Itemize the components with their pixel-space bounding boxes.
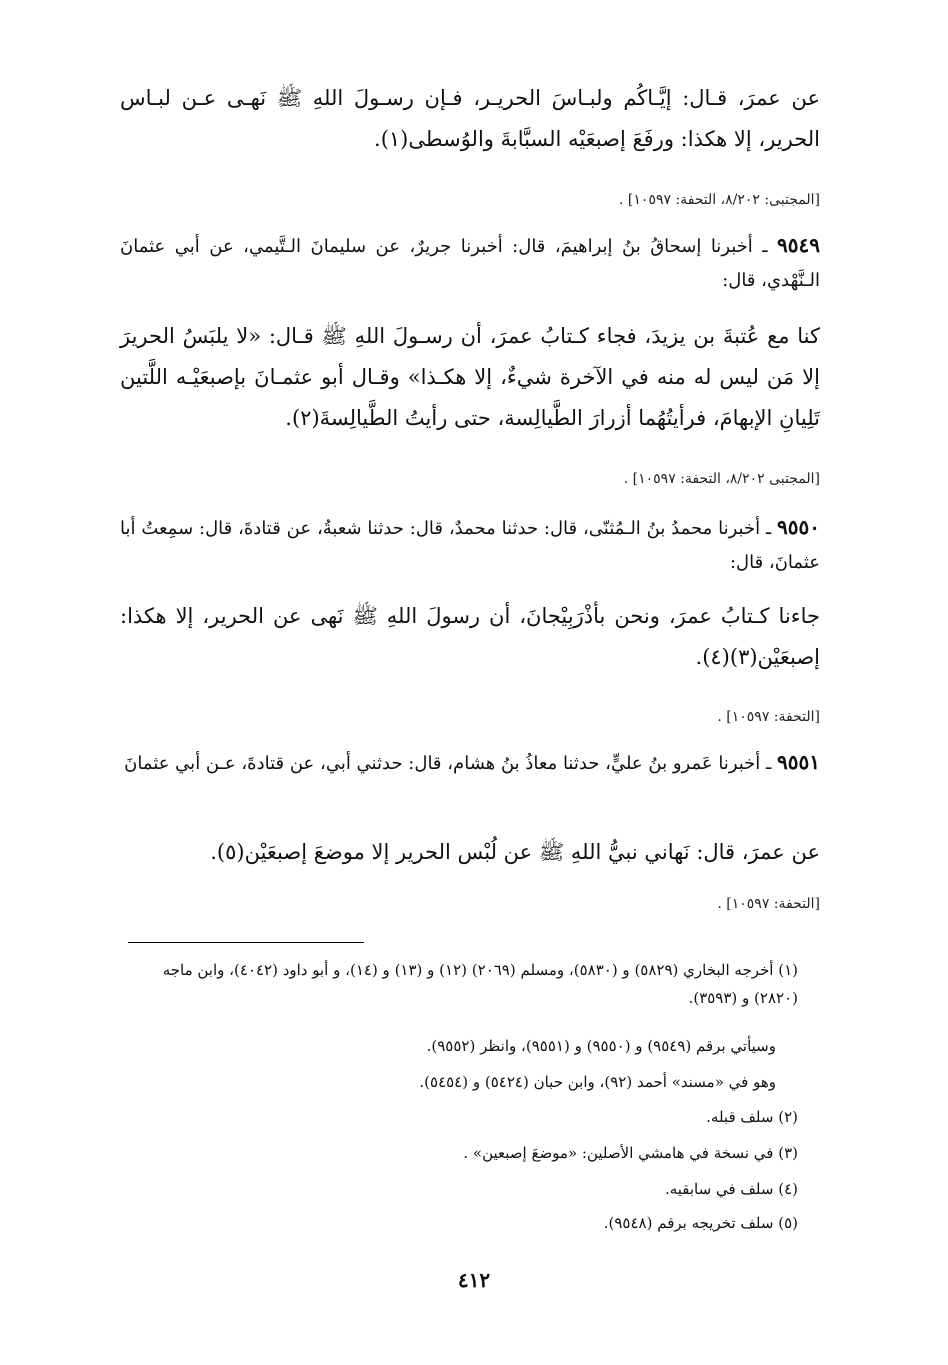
page-number: ٤١٢	[457, 1268, 491, 1292]
top-paragraph: عن عمرَ، قـال: إيَّـاكُم ولبـاسَ الحريـر، فـإن رسـولَ اللهِ ﷺ نَهـى عـن لبـاس الحرير، إلا هكذا: ورفَعَ إصبعَيْه السبَّابةَ والوُسطى(١).	[120, 86, 820, 151]
footnote-1-continued: وسيأتي برقم (٩٥٤٩) و (٩٥٥٠) و (٩٥٥١)، وانظر (٩٥٥٢).	[426, 1037, 776, 1055]
hadith-9550-matn: جاءنا كـتابُ عمرَ، ونحن بأذْرَبِيْجانَ، أن رسولَ اللهِ ﷺ نَهى عن الحرير، إلا هكذا: إصبعَيْن(٣)(٤).	[120, 604, 820, 669]
hadith-number: ٩٥٥٠	[777, 515, 820, 539]
footnote-5: (٥) سلف تخريجه برقم (٩٥٤٨).	[603, 1214, 798, 1232]
footnote-1-continued: وهو في «مسند» أحمد (٩٢)، وابن حبان (٥٤٢٤) و (٥٤٥٤).	[419, 1073, 776, 1091]
reference-line: [التحفة: ١٠٥٩٧] .	[717, 709, 820, 725]
hadith-number: ٩٥٥١	[777, 750, 820, 774]
isnad-text: ـ أخبرنا إسحاقُ بنُ إبراهيمَ، قال: أخبرنا جريرٌ، عن سليمانَ الـتَّيمي، عن أبي عثمانَ الـنَّهْدي، قال:	[120, 236, 820, 291]
hadith-9551-isnad	[120, 745, 820, 781]
reference-line: [المجتبى: ٨/٢٠٢، التحفة: ١٠٥٩٧] .	[619, 192, 820, 208]
hadith-number: ٩٥٤٩	[777, 233, 820, 257]
hadith-9549-isnad	[120, 228, 820, 298]
footnote-divider	[128, 942, 364, 943]
isnad-text: ـ أخبرنا عَمرو بنُ عليٍّ، حدثنا معاذُ بنُ هشام، قال: حدثني أبي، عن قتادةَ، عـن أبي عثمانَ	[124, 753, 778, 774]
hadith-9550-isnad	[120, 510, 820, 580]
footnote-3: (٣) في نسخة في هامشي الأصلين: «موضعَ إصبعين» .	[463, 1144, 798, 1162]
footnote-1: (١) أخرجه البخاري (٥٨٢٩) و (٥٨٣٠)، ومسلم (٢٠٦٩) (١٢) و (١٣) و (١٤)، و أبو داود (٤٠٤٢)، وابن ماجه (٢٨٢٠) و (٣٥٩٣).	[162, 961, 798, 1007]
hadith-9549-matn: كنا مع عُتبةَ بن يزيدَ، فجاء كـتابُ عمرَ، أن رسـولَ اللهِ ﷺ قـال: «لا يلبَسُ الحريرَ إلا مَن ليس له منه في الآخرة شيءٌ، إلا هكـذا» وقـال أبو عثمـانَ بإصبعَيْـه اللَّتين تَلِيانِ الإبهامَ، فرأيتُهُما أزرارَ الطَّيالِسة، حتى رأيتُ الطَّيالِسةَ(٢).	[120, 324, 820, 430]
isnad-text: ـ أخبرنا محمدُ بنُ الـمُثنّى، قال: حدثنا محمدٌ، قال: حدثنا شعبةُ، عن قتادةَ، قال: سمِعتُ أبا عثمانَ، قال:	[120, 518, 820, 573]
footnote-4: (٤) سلف في سابقيه.	[664, 1180, 798, 1198]
reference-line: [المجتبى ٨/٢٠٢، التحفة: ١٠٥٩٧] .	[623, 471, 820, 487]
hadith-9551-matn: عن عمرَ، قال: نَهاني نبيُّ اللهِ ﷺ عن لُبْس الحرير إلا موضعَ إصبعَيْن(٥).	[210, 840, 820, 864]
reference-line: [التحفة: ١٠٥٩٧] .	[717, 896, 820, 912]
footnote-2: (٢) سلف قبله.	[706, 1108, 798, 1126]
